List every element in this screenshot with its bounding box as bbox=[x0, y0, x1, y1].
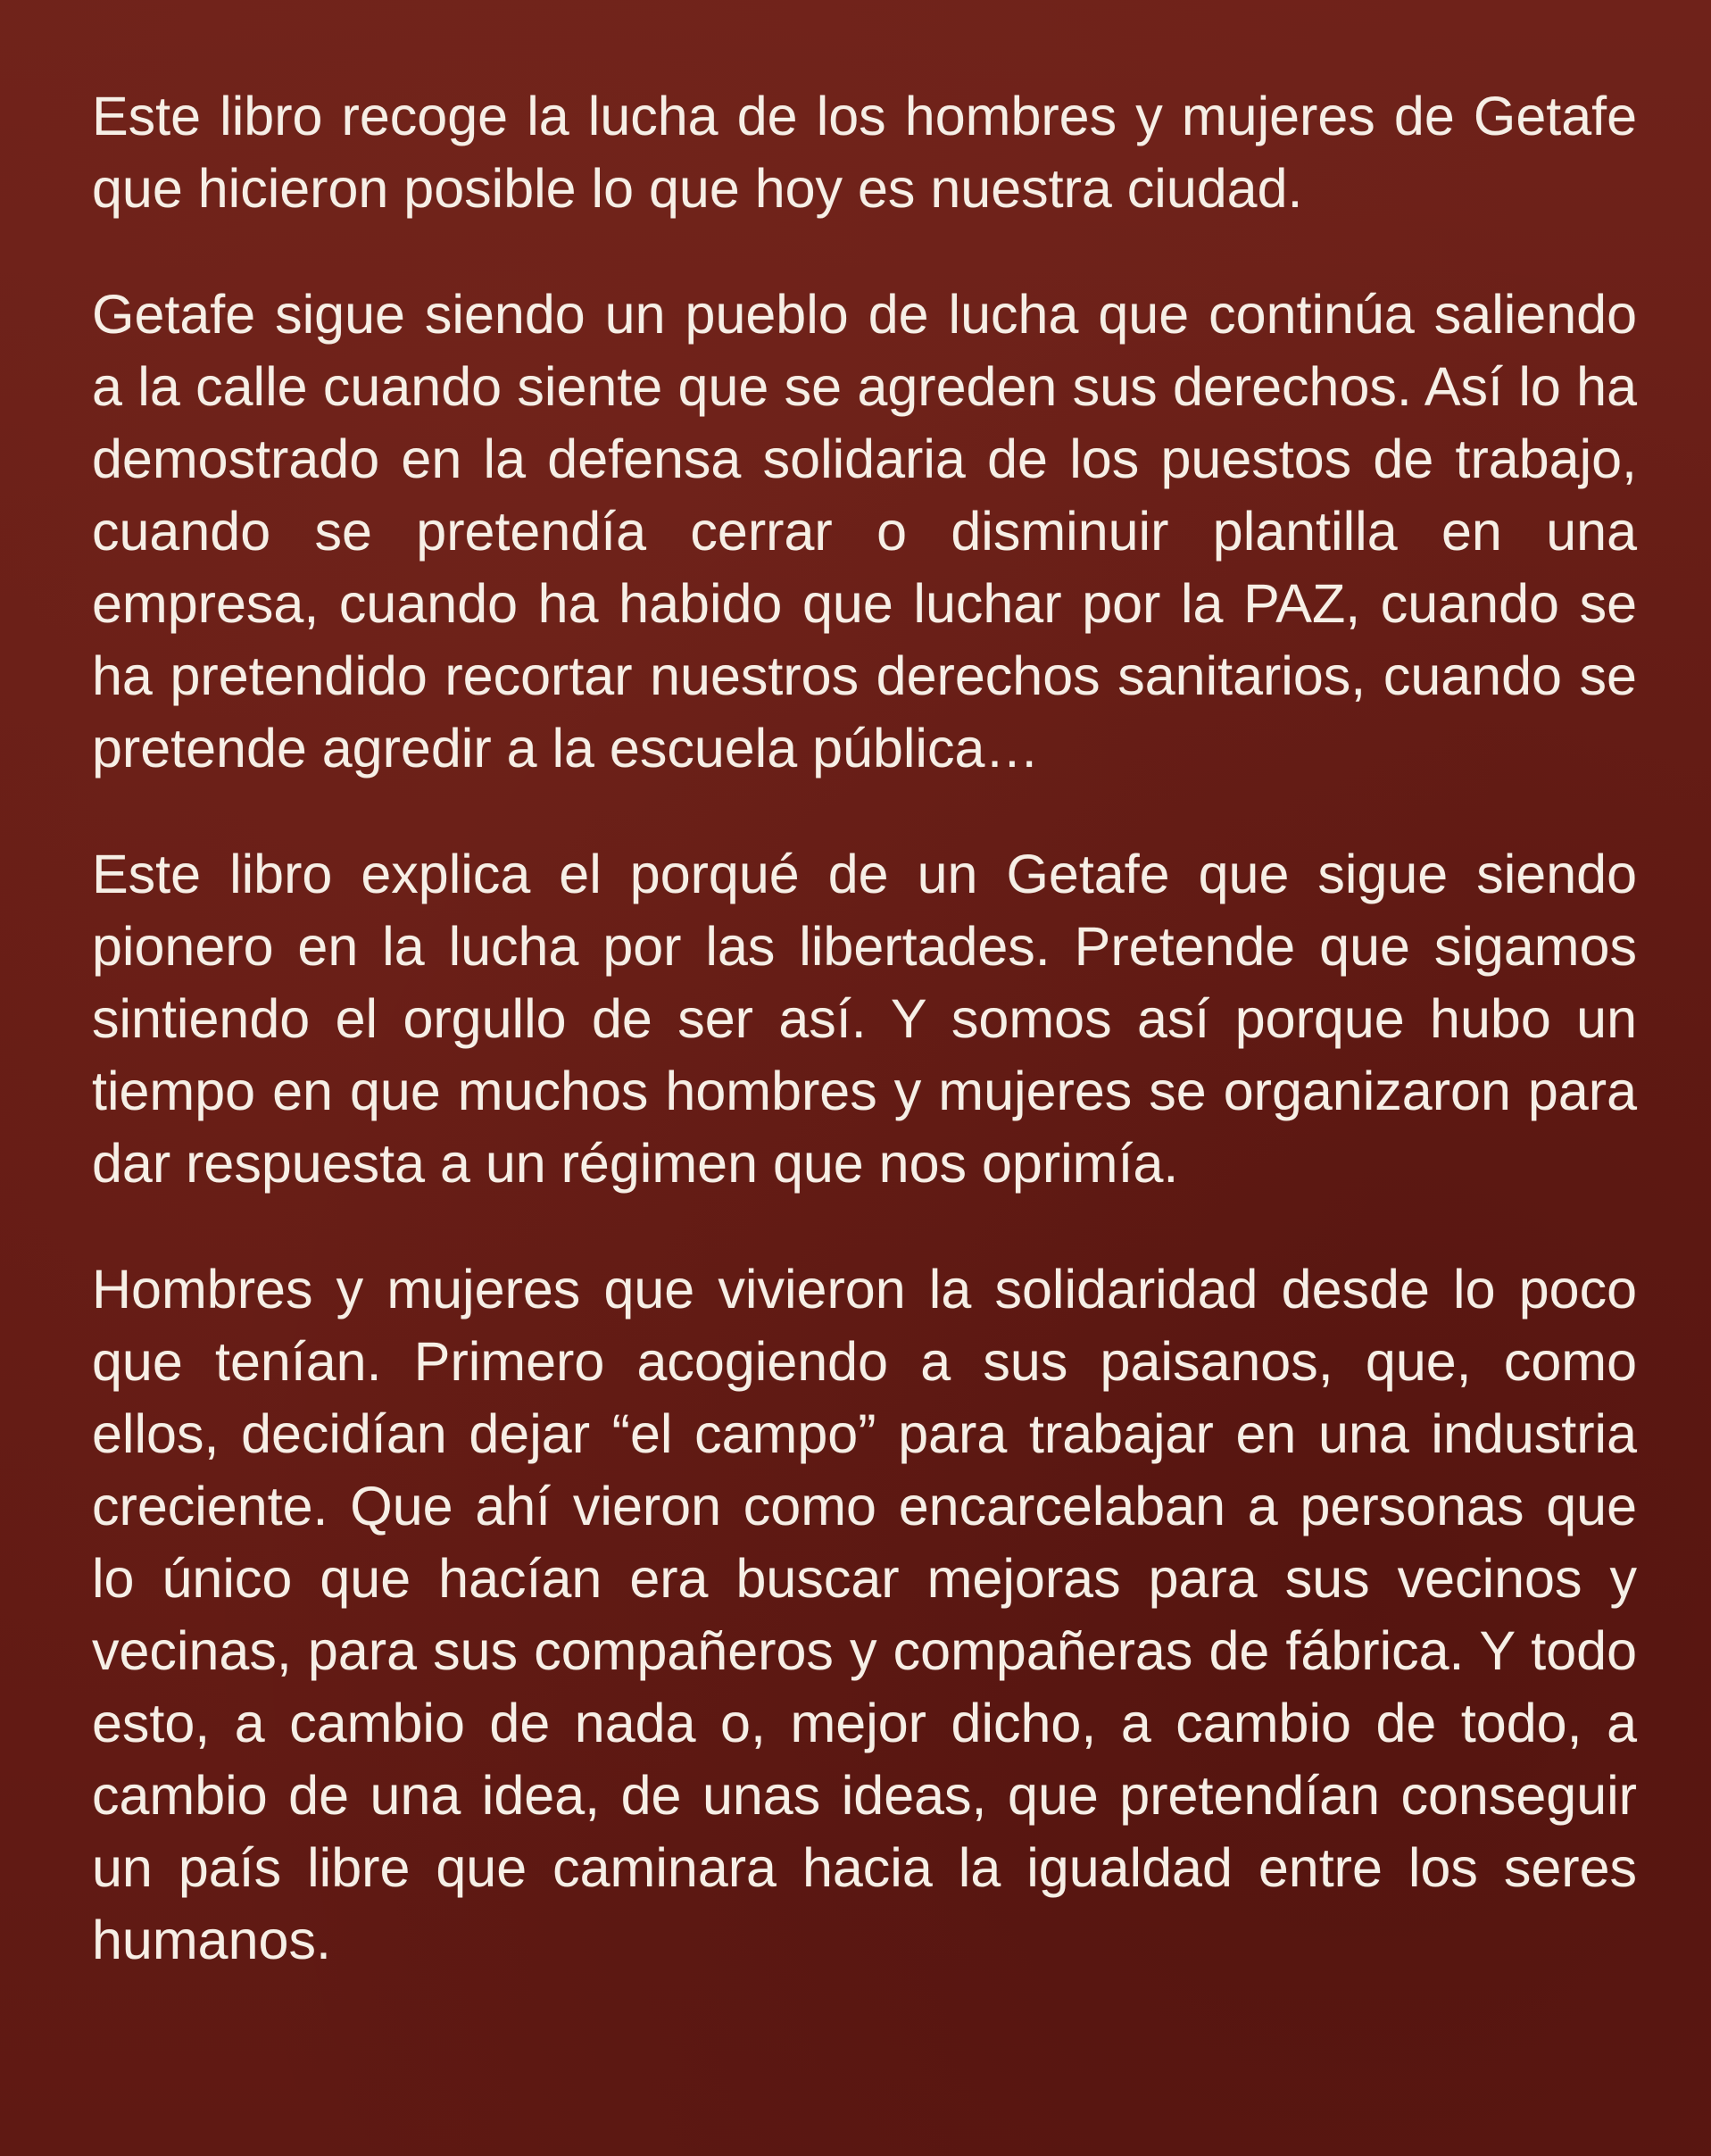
paragraph-purpose: Este libro explica el porqué de un Getafe que sigue siendo pionero en la lucha por las libertades. Pretende que sigamos sintiendo el orgullo de ser así. Y somos así porque hubo un tiempo en que muchos hombres y mujeres se organizaron para dar respuesta a un régimen que nos oprimía. bbox=[92, 844, 1637, 1194]
paragraph-intro: Este libro recoge la lucha de los hombres y mujeres de Getafe que hicieron posible lo que hoy es nuestra ciudad. bbox=[92, 86, 1637, 219]
cover-text-block bbox=[92, 80, 1637, 1977]
paragraph-struggle: Getafe sigue siendo un pueblo de lucha que continúa saliendo a la calle cuando siente que se agreden sus derechos. Así lo ha demostrado en la defensa solidaria de los puestos de trabajo, cuando se pretendía cerrar o disminuir plantilla en una empresa, cuando ha habido que luchar por la PAZ, cuando se ha pretendido recortar nuestros derechos sanitarios, cuando se pretende agredir a la escuela pública… bbox=[92, 284, 1637, 778]
paragraph-solidarity: Hombres y mujeres que vivieron la solidaridad desde lo poco que tenían. Primero acogiendo a sus paisanos, que, como ellos, decidían dejar “el campo” para trabajar en una industria creciente. Que ahí vieron como encarcelaban a personas que lo único que hacían era buscar mejoras para sus vecinos y vecinas, para sus compañeros y compañeras de fábrica. Y todo esto, a cambio de nada o, mejor dicho, a cambio de todo, a cambio de una idea, de unas ideas, que pretendían conseguir un país libre que caminara hacia la igualdad entre los seres humanos. bbox=[92, 1259, 1637, 1970]
